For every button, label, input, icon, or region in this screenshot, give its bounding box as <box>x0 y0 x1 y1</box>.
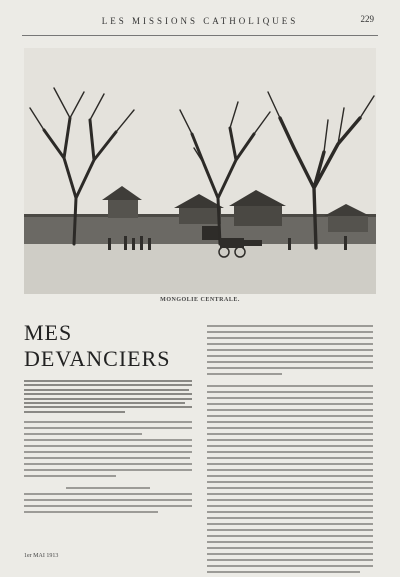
photograph <box>24 48 376 294</box>
caption-label: MONGOLIE CENTRALE. <box>160 297 240 303</box>
left-column <box>24 320 192 517</box>
letter-heading <box>24 421 192 439</box>
body-paragraph <box>24 439 192 481</box>
right-column <box>207 325 373 577</box>
body-paragraph <box>24 487 192 517</box>
page-number: 229 <box>360 14 374 24</box>
body-paragraph <box>207 385 373 577</box>
issue-date: 1er MAI 1913 <box>24 553 59 559</box>
photo-caption <box>22 296 378 304</box>
article-title: MES DEVANCIERS <box>24 320 171 371</box>
running-header: LES MISSIONS CATHOLIQUES <box>101 16 299 26</box>
intro-paragraph <box>24 380 192 415</box>
header-rule <box>22 35 378 36</box>
body-paragraph <box>207 325 373 379</box>
